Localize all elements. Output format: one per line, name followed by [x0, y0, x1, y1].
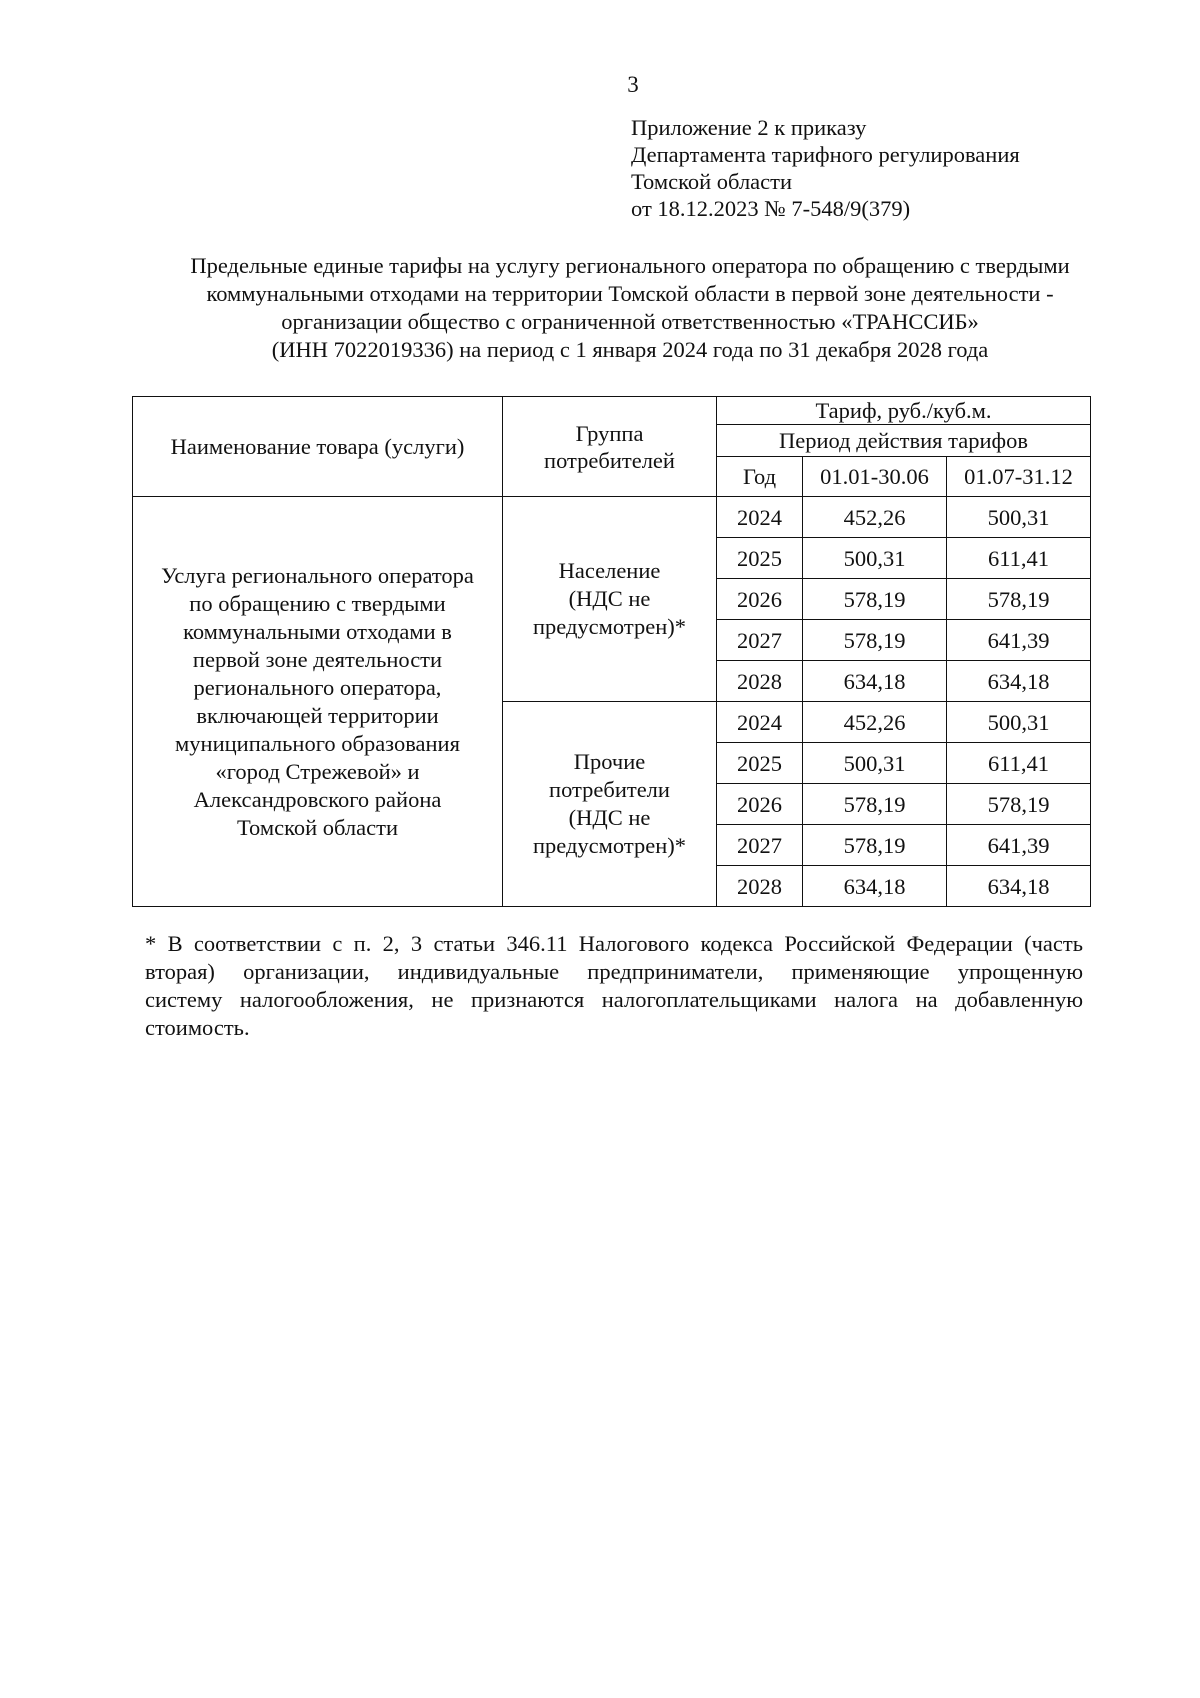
service-line: Услуга регионального оператора	[161, 562, 474, 588]
first-half-tariff-cell: 452,26	[803, 497, 947, 538]
consumer-group-cell	[503, 497, 717, 702]
second-half-tariff-cell: 641,39	[947, 825, 1091, 866]
year-cell: 2027	[717, 825, 803, 866]
first-half-header: 01.01-30.06	[803, 457, 947, 497]
consumer-group-line: (НДС не	[568, 586, 651, 611]
title-line: (ИНН 7022019336) на период с 1 января 2024 года по 31 декабря 2028 года	[271, 337, 989, 362]
tariff-table	[132, 396, 1091, 907]
service-line: Александровского района	[193, 786, 442, 812]
footnote-line: * В соответствии с п. 2, 3 статьи 346.11 Налогового кодекса Российской Федерации (часть	[145, 931, 1083, 956]
footnote-line: вторая) организации, индивидуальные предприниматели, применяющие упрощенную	[145, 959, 1083, 984]
second-half-tariff-cell: 634,18	[947, 866, 1091, 907]
second-half-tariff-cell: 611,41	[947, 538, 1091, 579]
year-cell: 2024	[717, 497, 803, 538]
service-line: муниципального образования	[175, 730, 460, 756]
tariff-header: Тариф, руб./куб.м.	[717, 397, 1091, 425]
service-line: коммунальными отходами в	[183, 618, 452, 644]
second-half-header: 01.07-31.12	[947, 457, 1091, 497]
group-header-line: Группа	[575, 420, 644, 446]
second-half-tariff-cell: 641,39	[947, 620, 1091, 661]
service-line: первой зоне деятельности	[192, 646, 443, 672]
first-half-tariff-cell: 452,26	[803, 702, 947, 743]
year-cell: 2026	[717, 784, 803, 825]
second-half-tariff-cell: 611,41	[947, 743, 1091, 784]
group-header	[503, 397, 717, 497]
footnote-line: стоимость.	[145, 1015, 250, 1040]
first-half-tariff-cell: 578,19	[803, 784, 947, 825]
first-half-tariff-cell: 634,18	[803, 661, 947, 702]
footnote	[145, 930, 1083, 1042]
document-title	[130, 252, 1130, 364]
title-line: Предельные единые тарифы на услугу регионального оператора по обращению с твердыми	[190, 253, 1070, 278]
page-number: 3	[627, 72, 639, 97]
year-cell: 2028	[717, 866, 803, 907]
year-cell: 2026	[717, 579, 803, 620]
second-half-tariff-cell: 578,19	[947, 784, 1091, 825]
title-line: организации общество с ограниченной ответственностью «ТРАНССИБ»	[281, 309, 979, 334]
service-header: Наименование товара (услуги)	[133, 397, 503, 497]
year-cell: 2025	[717, 743, 803, 784]
footnote-line: систему налогообложения, не признаются налогоплательщиками налога на добавленную	[145, 987, 1083, 1012]
first-half-tariff-cell: 578,19	[803, 825, 947, 866]
first-half-tariff-cell: 634,18	[803, 866, 947, 907]
consumer-group-line: предусмотрен)*	[533, 833, 686, 858]
appendix-line: от 18.12.2023 № 7-548/9(379)	[631, 196, 911, 221]
service-cell	[133, 497, 503, 907]
header-row	[133, 397, 1091, 425]
year-header: Год	[717, 457, 803, 497]
first-half-tariff-cell: 500,31	[803, 538, 947, 579]
consumer-group-cell	[503, 702, 717, 907]
second-half-tariff-cell: 578,19	[947, 579, 1091, 620]
consumer-group-line: предусмотрен)*	[533, 614, 686, 639]
first-half-tariff-cell: 578,19	[803, 579, 947, 620]
appendix-reference	[631, 114, 1020, 222]
appendix-line: Приложение 2 к приказу	[631, 115, 867, 140]
service-line: включающей территории	[196, 702, 439, 728]
first-half-tariff-cell: 500,31	[803, 743, 947, 784]
consumer-group-line: Население	[558, 558, 661, 583]
appendix-line: Томской области	[631, 169, 793, 194]
first-half-tariff-cell: 578,19	[803, 620, 947, 661]
year-cell: 2028	[717, 661, 803, 702]
second-half-tariff-cell: 500,31	[947, 497, 1091, 538]
second-half-tariff-cell: 500,31	[947, 702, 1091, 743]
table-row	[133, 497, 1091, 538]
second-half-tariff-cell: 634,18	[947, 661, 1091, 702]
title-line: коммунальными отходами на территории Томской области в первой зоне деятельности -	[206, 281, 1054, 306]
appendix-line: Департамента тарифного регулирования	[631, 142, 1020, 167]
year-cell: 2025	[717, 538, 803, 579]
service-line: по обращению с твердыми	[189, 590, 446, 616]
group-header-line: потребителей	[544, 447, 675, 473]
consumer-group-line: Прочие	[573, 749, 646, 774]
consumer-group-line: потребители	[549, 777, 670, 802]
service-line: Томской области	[236, 814, 398, 840]
service-line: регионального оператора,	[193, 674, 442, 700]
service-line: «город Стрежевой» и	[215, 758, 420, 784]
period-header: Период действия тарифов	[717, 425, 1091, 457]
year-cell: 2027	[717, 620, 803, 661]
consumer-group-line: (НДС не	[568, 805, 651, 830]
year-cell: 2024	[717, 702, 803, 743]
